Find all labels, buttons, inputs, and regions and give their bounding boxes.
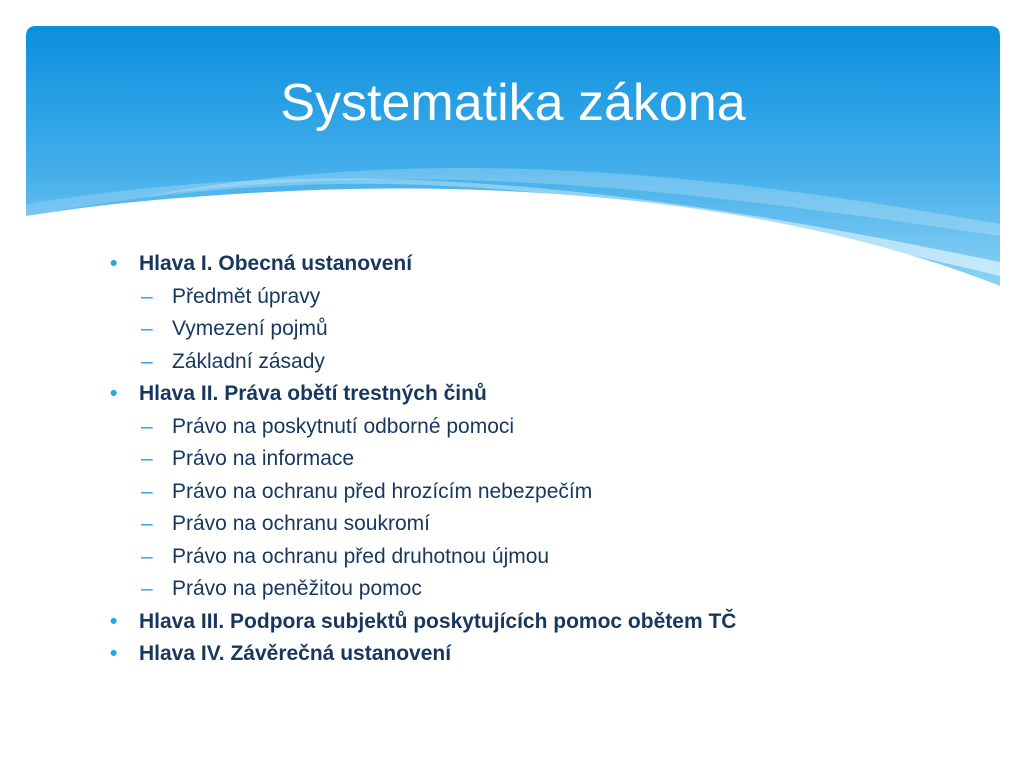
subsection-item: [108, 281, 988, 314]
subsection-text: Právo na peněžitou pomoc: [172, 577, 422, 600]
subsection-item: [108, 573, 988, 606]
dash-icon: –: [141, 512, 153, 535]
dash-icon: –: [141, 447, 153, 470]
subsection-item: [108, 313, 988, 346]
subsection-item: [108, 541, 988, 574]
slide-title: Systematika zákona: [280, 74, 746, 132]
subsection-item: [108, 411, 988, 444]
section-item: [108, 378, 988, 411]
subsection-text: Právo na ochranu soukromí: [172, 512, 430, 535]
dash-icon: –: [141, 544, 153, 568]
header-banner: [26, 26, 1000, 286]
subsection-text: Předmět úpravy: [172, 284, 321, 308]
section-heading: Hlava I. Obecná ustanovení: [139, 252, 413, 275]
dash-icon: –: [141, 577, 153, 600]
outline-list: [108, 248, 988, 671]
subsection-text: Právo na informace: [172, 447, 355, 470]
dash-icon: –: [141, 349, 153, 373]
subsection-item: [108, 443, 988, 476]
subsection-text: Základní zásady: [172, 349, 325, 373]
dash-icon: –: [141, 317, 153, 340]
section-item: [108, 638, 988, 671]
section-item: [108, 248, 988, 281]
subsection-item: [108, 346, 988, 379]
dash-icon: –: [141, 414, 153, 438]
header-wave-graphic: [26, 26, 1000, 286]
subsection-text: Právo na ochranu před druhotnou újmou: [172, 544, 550, 568]
subsection-text: Právo na ochranu před hrozícím nebezpečím: [172, 479, 593, 503]
slide-content: [108, 248, 988, 671]
bullet-icon: •: [110, 642, 118, 665]
subsection-item: [108, 508, 988, 541]
section-heading: Hlava IV. Závěrečná ustanovení: [139, 642, 452, 665]
dash-icon: –: [141, 479, 153, 503]
section-heading: Hlava II. Práva obětí trestných činů: [139, 382, 487, 405]
subsection-text: Vymezení pojmů: [172, 317, 328, 340]
section-item: [108, 606, 988, 639]
section-heading: Hlava III. Podpora subjektů poskytujících pomoc obětem TČ: [139, 609, 737, 633]
subsection-text: Právo na poskytnutí odborné pomoci: [172, 414, 515, 438]
bullet-icon: •: [110, 252, 118, 275]
dash-icon: –: [141, 284, 153, 308]
bullet-icon: •: [110, 609, 118, 633]
bullet-icon: •: [110, 382, 118, 405]
subsection-item: [108, 476, 988, 509]
